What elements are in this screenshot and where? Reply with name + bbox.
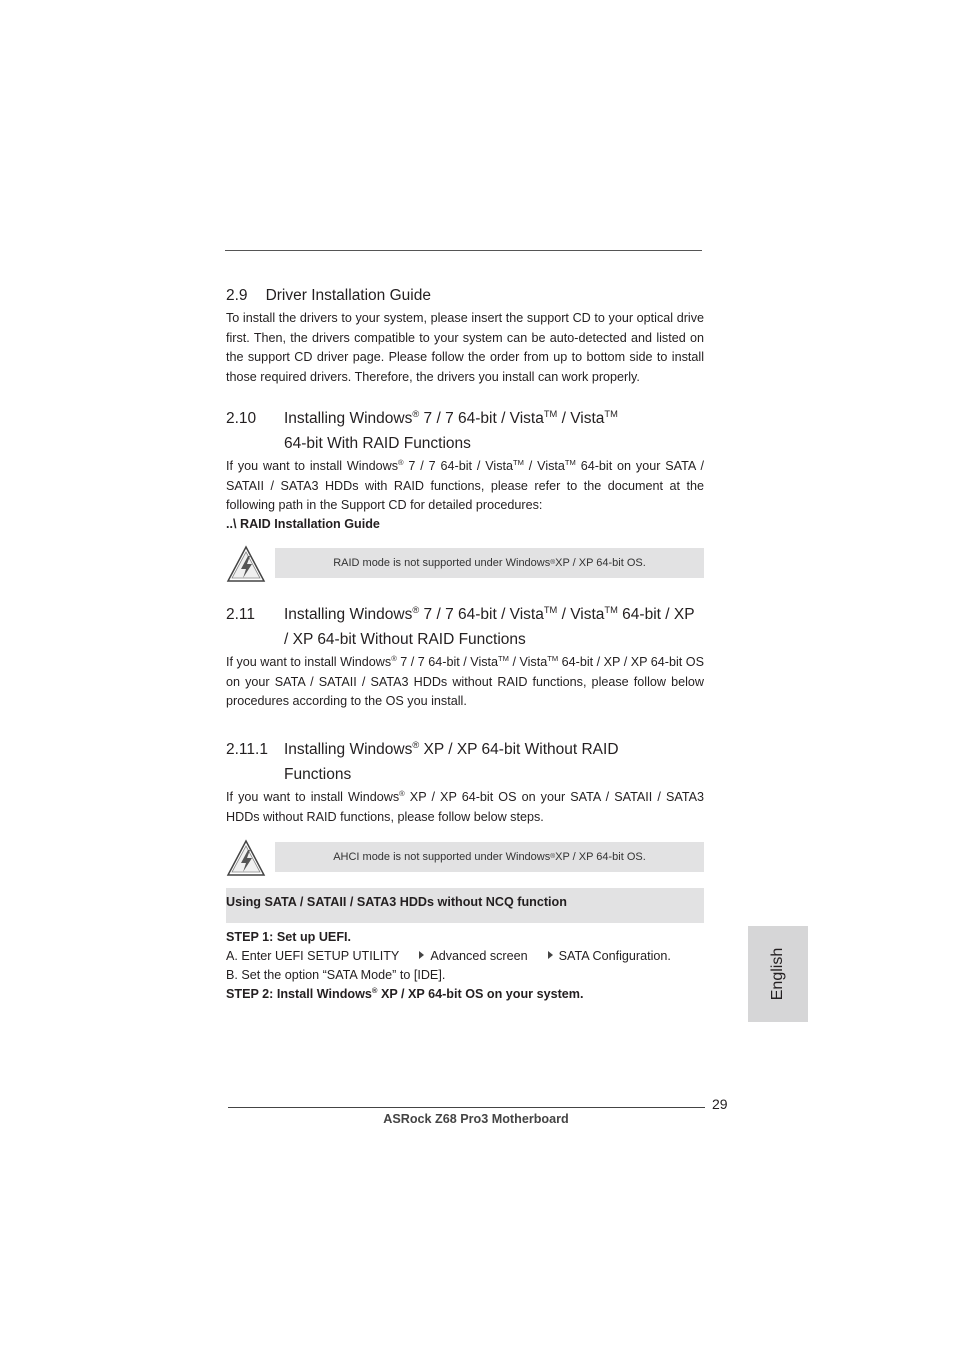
note-part: AHCI mode is not supported under Windows	[333, 851, 551, 863]
body-part: / Vista	[523, 459, 565, 473]
reg-mark: ®	[399, 788, 405, 798]
step-text: XP / XP 64-bit OS on your system.	[377, 987, 584, 1001]
reg-mark: ®	[412, 739, 420, 750]
title-part: 64-bit / XP	[617, 606, 695, 623]
body-part: / Vista	[508, 655, 548, 669]
section-2-10-heading	[226, 410, 618, 428]
section-number: 2.10	[226, 410, 257, 427]
tm-mark: TM	[564, 457, 576, 467]
ncq-heading-box	[226, 888, 704, 923]
title-part: / Vista	[557, 410, 605, 427]
title-part: Installing Windows	[284, 410, 413, 427]
tm-mark: TM	[547, 653, 559, 663]
body-part: XP / XP 64-bit OS on your SATA / SATAII / SATA3 HDDs without RAID functions, please follow below steps.	[226, 790, 704, 824]
reg-mark: ®	[371, 985, 378, 995]
ahci-note-box: AHCI mode is not supported under Windows ® XP / XP 64-bit OS.	[275, 842, 704, 872]
footer-product: ASRock Z68 Pro3 Motherboard	[383, 1112, 569, 1126]
section-2-11-heading-line2: / XP 64-bit Without RAID Functions	[284, 631, 526, 648]
title-part: Installing Windows	[284, 741, 413, 758]
raid-guide-path: ..\ RAID Installation Guide	[226, 517, 380, 531]
body-part: 7 / 7 64-bit / Vista	[396, 655, 499, 669]
section-number: 2.11.1	[226, 741, 268, 758]
section-2-11-body	[226, 653, 704, 712]
section-2-9-heading	[226, 287, 431, 305]
section-2-11-1-heading	[226, 741, 619, 759]
ncq-heading: Using SATA / SATAII / SATA3 HDDs without NCQ function	[226, 895, 567, 909]
title-part: Installing Windows	[284, 606, 413, 623]
note-part: XP / XP 64-bit OS.	[555, 557, 646, 569]
body-part: 64-bit / XP / XP 64-bit OS on your SATA / SATAII / SATA3 HDDs without RAID functions, please follow below procedures according to the OS you install.	[226, 655, 704, 708]
section-2-10-heading-line2: 64-bit With RAID Functions	[284, 435, 471, 452]
section-2-9-body: To install the drivers to your system, please insert the support CD to your optical drive first. Then, the drivers compatible to your system can be auto-detected and listed on the support CD driver page. Please follow the order from up to bottom side to install those required drivers. Therefore, the drivers you install can work properly.	[226, 311, 704, 384]
raid-note-box: RAID mode is not supported under Windows ® XP / XP 64-bit OS.	[275, 548, 704, 578]
reg-mark: ®	[412, 604, 420, 615]
section-2-11-1-body	[226, 788, 704, 827]
tm-mark: TM	[604, 604, 618, 615]
warning-triangle-icon	[226, 545, 266, 583]
right-arrow-icon	[548, 951, 553, 959]
tm-mark: TM	[513, 457, 524, 467]
tm-mark: TM	[543, 604, 558, 615]
tm-mark: TM	[604, 408, 618, 419]
section-number: 2.9	[226, 287, 248, 304]
step-2	[226, 985, 583, 1005]
tm-mark: TM	[543, 408, 558, 419]
body-part: If you want to install Windows	[226, 790, 400, 804]
reg-mark: ®	[398, 457, 404, 467]
title-part: XP / XP 64-bit Without RAID	[419, 741, 619, 758]
section-title: Driver Installation Guide	[265, 287, 431, 304]
top-rule	[225, 250, 702, 251]
step-text: Advanced screen	[430, 949, 528, 963]
note-part: XP / XP 64-bit OS.	[555, 851, 646, 863]
title-part: 7 / 7 64-bit / Vista	[419, 410, 544, 427]
step-1-a	[226, 947, 671, 967]
body-part: 7 / 7 64-bit / Vista	[403, 459, 514, 473]
body-part: If you want to install Windows	[226, 459, 398, 473]
right-arrow-icon	[419, 951, 424, 959]
step-text: A. Enter UEFI SETUP UTILITY	[226, 949, 400, 963]
body-part: 64-bit on your SATA / SATAII / SATA3 HDDs with RAID functions, please refer to the document at the following path in the Support CD for detailed procedures:	[226, 459, 704, 512]
step-1: STEP 1: Set up UEFI.	[226, 930, 352, 944]
language-tab	[748, 926, 808, 1022]
language-tab-label: English	[769, 947, 786, 1001]
warning-triangle-icon	[226, 839, 266, 877]
body-part: If you want to install Windows	[226, 655, 392, 669]
title-part: / Vista	[557, 606, 605, 623]
step-text: SATA Configuration.	[558, 949, 671, 963]
step-1-b: B. Set the option “SATA Mode” to [IDE].	[226, 968, 446, 982]
section-2-10-body	[226, 457, 704, 516]
footer-rule	[228, 1107, 705, 1108]
section-2-11-heading	[226, 606, 706, 624]
reg-mark: ®	[391, 653, 397, 663]
title-part: 7 / 7 64-bit / Vista	[419, 606, 544, 623]
step-text: STEP 2: Install Windows	[226, 987, 372, 1001]
section-number: 2.11	[226, 606, 256, 623]
note-part: RAID mode is not supported under Windows	[333, 557, 551, 569]
reg-mark: ®	[412, 408, 420, 419]
page-number: 29	[712, 1096, 728, 1112]
section-2-11-1-heading-line2: Functions	[284, 766, 352, 783]
tm-mark: TM	[498, 653, 509, 663]
